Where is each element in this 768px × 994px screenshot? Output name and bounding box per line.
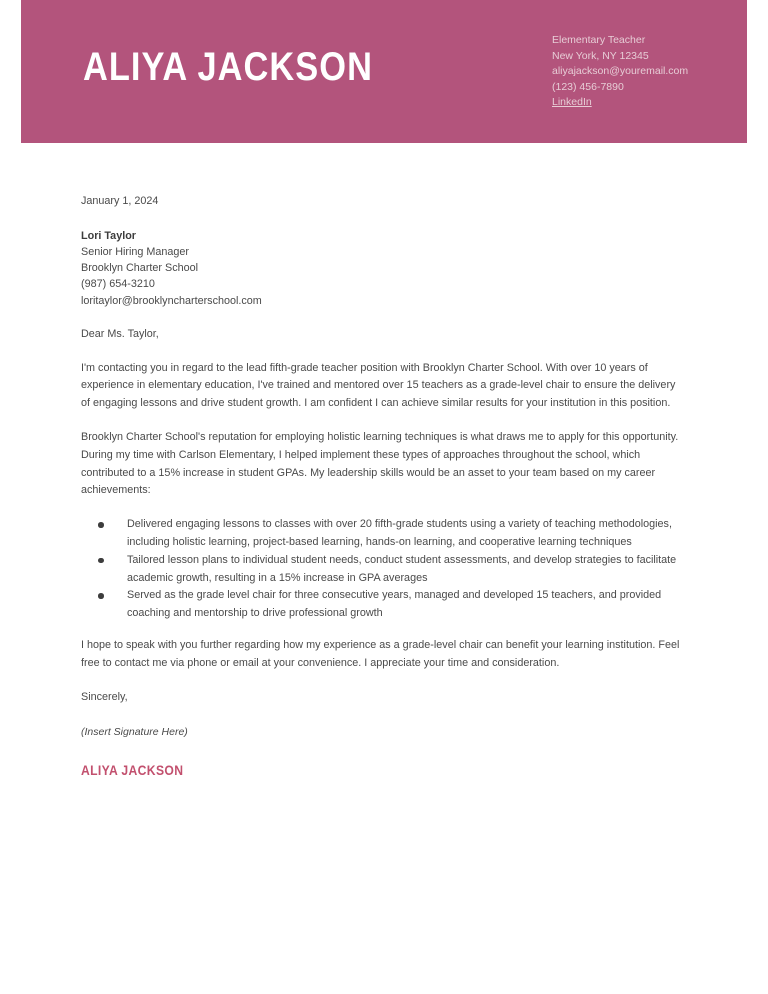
recipient-organization: Brooklyn Charter School [81,262,199,275]
letter-body [81,193,681,780]
letter-date: January 1, 2024 [81,195,159,207]
list-item [81,552,681,588]
achievements-list [81,516,681,623]
linkedin-link[interactable]: LinkedIn [552,96,592,109]
recipient-address-block [81,228,681,309]
recipient-email: loritaylor@brooklyncharterschool.com [81,294,262,307]
body-paragraph-2: Brooklyn Charter School's reputation for employing holistic learning techniques is what draws me to apply for this opportunity. During my time with Carlson Elementary, I helped implement these types of approaches throughout the school, which contributed to a 15% increase in student GPAs. My leadership skills would be an asset to your team based on my career achievements: [81,431,679,497]
achievement-text: Delivered engaging lessons to classes with over 20 fifth-grade students using a variety of teaching methodologies, including holistic learning, project-based learning, hands-on learning, and cooperative learning techniques [127,518,672,548]
bullet-icon [98,593,104,599]
closing-paragraph: I hope to speak with you further regarding how my experience as a grade-level chair can benefit your learning institution. Feel free to contact me via phone or email at your convenience. I appreciate your time and consideration. [81,638,680,669]
list-item [81,587,681,623]
list-item [81,516,681,552]
achievement-text: Tailored lesson plans to individual student needs, conduct student assessments, and develop strategies to facilitate academic growth, resulting in a 15% increase in GPA averages [127,553,677,584]
applicant-name-heading: ALIYA JACKSON [83,45,373,89]
contact-job-title: Elementary Teacher [552,34,646,46]
header-band [21,0,747,143]
contact-location: New York, NY 12345 [552,49,649,62]
contact-info-block [552,33,688,111]
achievement-text: Served as the grade level chair for three consecutive years, managed and developed 15 teachers, and provided coaching and mentorship to drive professional growth [127,589,662,620]
bullet-icon [98,522,104,528]
signature-name: ALIYA JACKSON [81,763,184,779]
recipient-phone: (987) 654-3210 [81,278,155,291]
contact-phone: (123) 456-7890 [552,80,624,93]
sign-off: Sincerely, [81,690,128,703]
signature-placeholder: (Insert Signature Here) [81,726,188,739]
salutation: Dear Ms. Taylor, [81,327,159,340]
recipient-title: Senior Hiring Manager [81,246,190,258]
recipient-name: Lori Taylor [81,229,136,242]
body-paragraph-1: I'm contacting you in regard to the lead fifth-grade teacher position with Brooklyn Charter School. With over 10 years of experience in elementary education, I've trained and mentored over 15 teachers as a grade-level chair to ensure the delivery of engaging lessons and drive student growth. I am confident I can achieve similar results for your institution in this position. [81,361,676,410]
bullet-icon [98,558,104,564]
contact-email: aliyajackson@youremail.com [552,65,689,78]
